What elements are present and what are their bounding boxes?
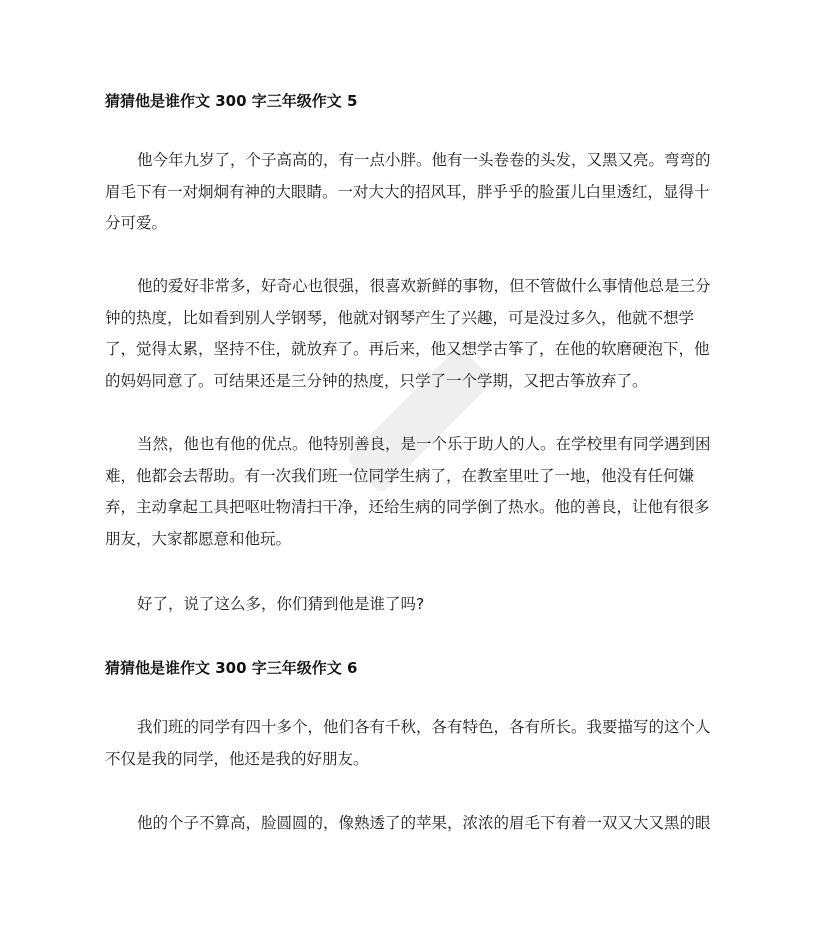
text-line: 他的爱好非常多，好奇心也很强，很喜欢新鲜的事物，但不管做什么事情他总是三分 xyxy=(137,277,711,295)
text-line: 他的个子不算高，脸圆圆的，像熟透了的苹果，浓浓的眉毛下有着一双又大又黑的眼 xyxy=(137,814,711,832)
text-line: 好了，说了这么多，你们猜到他是谁了吗? xyxy=(137,595,425,613)
essay6-paragraph-2 xyxy=(105,808,727,840)
text-line: 弃，主动拿起工具把呕吐物清扫干净，还给生病的同学倒了热水。他的善良，让他有很多 xyxy=(105,498,710,516)
essay5-paragraph-2 xyxy=(105,271,727,397)
essay6-title: 猜猜他是谁作文 300 字三年级作文 6 xyxy=(105,659,358,677)
text-line: 他今年九岁了，个子高高的，有一点小胖。他有一头卷卷的头发，又黑又亮。弯弯的 xyxy=(137,151,711,169)
essay5-title: 猜猜他是谁作文 300 字三年级作文 5 xyxy=(105,92,358,110)
text-line: 眉毛下有一对炯炯有神的大眼睛。一对大大的招风耳，胖乎乎的脸蛋儿白里透红，显得十 xyxy=(105,182,710,201)
text-line: 分可爱。 xyxy=(105,214,168,232)
text-line: 了，觉得太累，坚持不住，就放弃了。再后来，他又想学古筝了，在他的软磨硬泡下，他 xyxy=(105,340,710,358)
text-line: 朋友，大家都愿意和他玩。 xyxy=(105,529,292,548)
text-line: 难，他都会去帮助。有一次我们班一位同学生病了，在教室里吐了一地，他没有任何嫌 xyxy=(105,466,695,485)
text-line: 的妈妈同意了。可结果还是三分钟的热度，只学了一个学期，又把古筝放弃了。 xyxy=(105,371,648,390)
text-line: 我们班的同学有四十多个，他们各有千秋，各有特色，各有所长。我要描写的这个人 xyxy=(137,718,711,736)
text-line: 当然，他也有他的优点。他特别善良，是一个乐于助人的人。在学校里有同学遇到困 xyxy=(137,435,711,453)
text-line: 钟的热度，比如看到别人学钢琴，他就对钢琴产生了兴趣，可是没过多久，他就不想学 xyxy=(105,308,695,327)
text-line: 不仅是我的同学，他还是我的好朋友。 xyxy=(105,749,369,768)
essay5-paragraph-1 xyxy=(105,145,727,240)
essay5-paragraph-4 xyxy=(105,589,727,621)
essay6-paragraph-1 xyxy=(105,712,727,775)
essay5-paragraph-3 xyxy=(105,429,727,555)
